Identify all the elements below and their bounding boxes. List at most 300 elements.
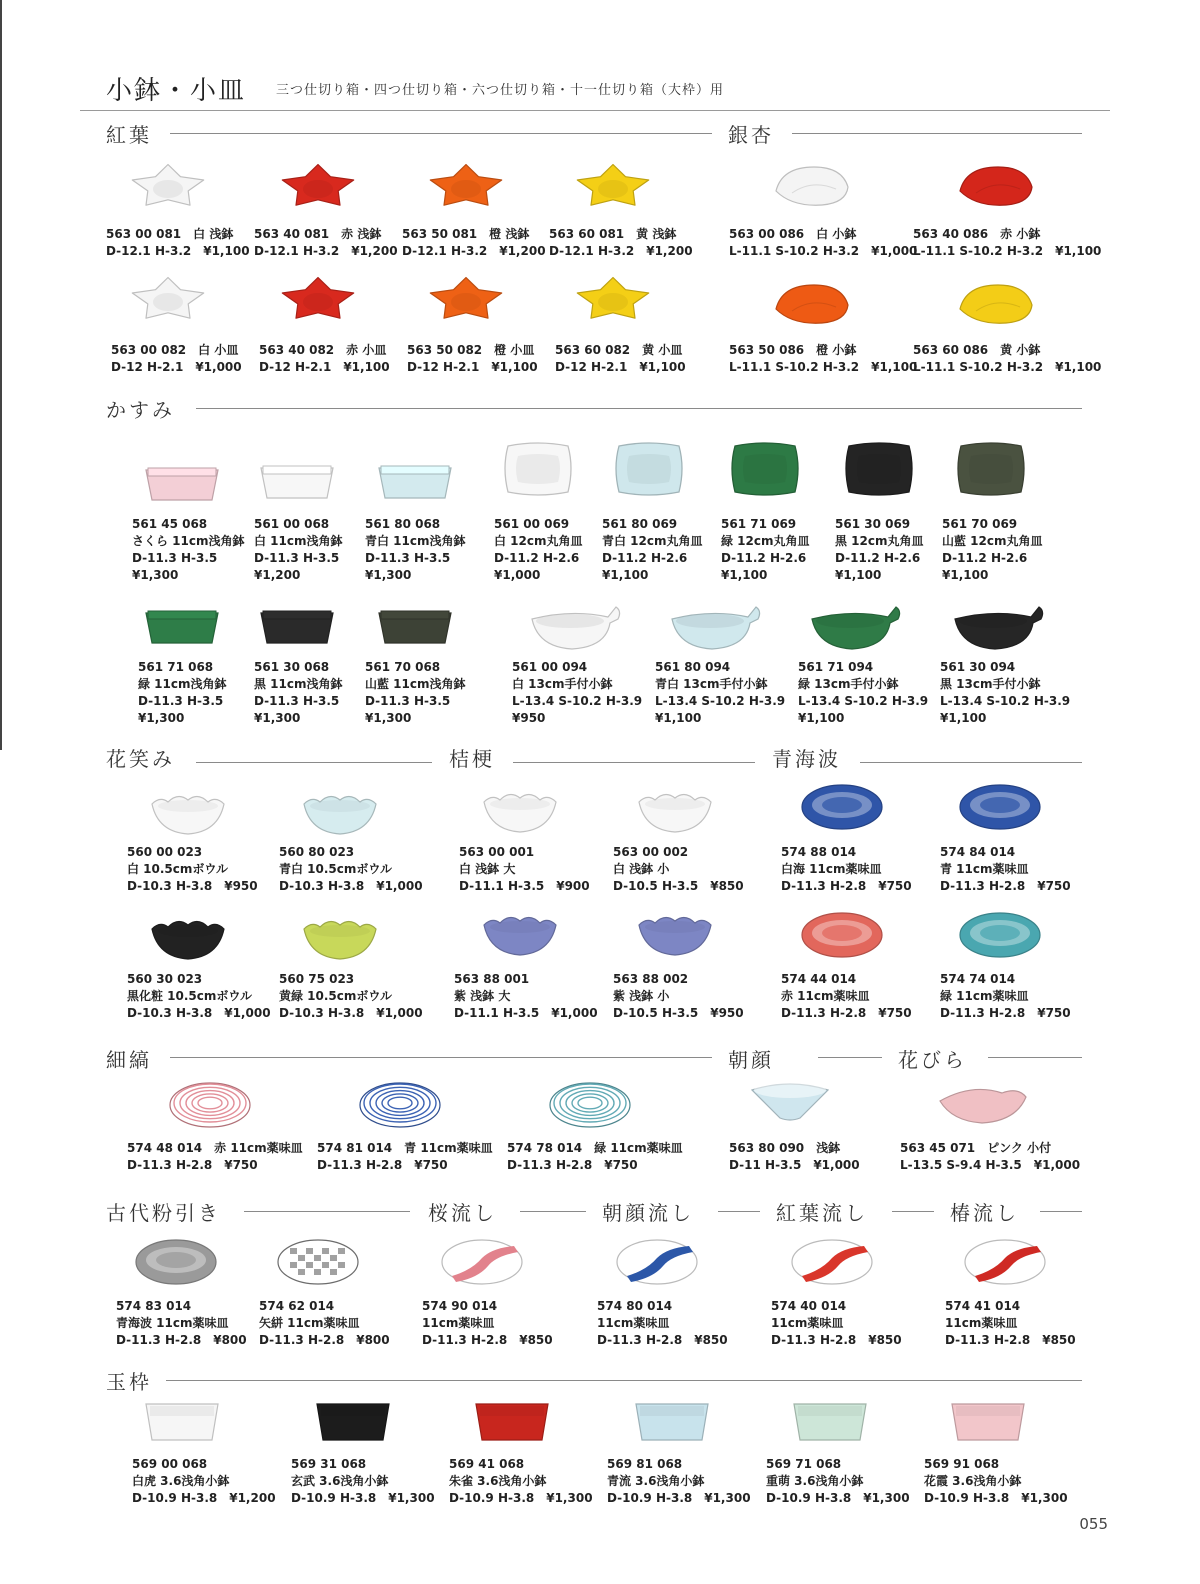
product-code: 561 00 069 — [494, 517, 570, 531]
section-divider — [818, 1057, 882, 1058]
product-caption — [766, 1456, 910, 1507]
product-code: 574 40 014 — [771, 1299, 847, 1313]
product-caption — [422, 1298, 553, 1349]
product-spec: ¥1,100 — [721, 568, 768, 582]
product-caption — [613, 971, 744, 1022]
product-spec: 白 浅鉢 小 — [613, 862, 670, 876]
product-image — [950, 903, 1050, 971]
product-caption — [942, 516, 1043, 584]
section-title-tamawaku: 玉枠 — [106, 1370, 152, 1394]
product-image — [599, 436, 699, 504]
product-spec: 山藍 11cm浅角鉢 — [365, 677, 466, 691]
product-code: 561 70 068 — [365, 660, 441, 674]
product-image — [488, 436, 588, 504]
product-spec: ¥1,100 — [602, 568, 649, 582]
product-spec: 黒 11cm浅角鉢 — [254, 677, 343, 691]
page-number: 055 — [1079, 1515, 1108, 1533]
product-caption — [279, 844, 423, 895]
product-code: 574 81 014 青 11cm薬味皿 — [317, 1141, 493, 1155]
product-spec: 11cm薬味皿 — [945, 1316, 1018, 1330]
product-code: 563 00 001 — [459, 845, 535, 859]
product-image — [350, 1073, 450, 1141]
section-title-momiji: 紅葉 — [106, 123, 152, 147]
product-spec: L-13.4 S-10.2 H-3.9 — [798, 694, 929, 708]
section-title-icho: 銀杏 — [728, 123, 774, 147]
product-caption — [127, 844, 258, 895]
product-caption — [259, 342, 390, 376]
product-code: 563 45 071 ピンク 小付 — [900, 1141, 1052, 1155]
product-caption — [494, 516, 583, 584]
product-spec: 青流 3.6浅角小鉢 — [607, 1474, 705, 1488]
product-image — [462, 1388, 562, 1456]
product-code: 560 00 023 — [127, 845, 203, 859]
product-code: 574 80 014 — [597, 1299, 673, 1313]
product-spec: 青白 13cm手付小鉢 — [655, 677, 768, 691]
product-spec: 白海 11cm薬味皿 — [781, 862, 882, 876]
product-spec: D-11.3 H-2.8 ¥750 — [127, 1158, 258, 1172]
product-caption — [613, 844, 744, 895]
product-image — [780, 1388, 880, 1456]
product-code: 574 74 014 — [940, 972, 1016, 986]
product-spec: 赤 11cm薬味皿 — [781, 989, 870, 1003]
product-image — [247, 591, 347, 659]
product-spec: D-12 H-2.1 ¥1,100 — [407, 360, 538, 374]
product-caption — [454, 971, 598, 1022]
product-spec: ¥1,000 — [494, 568, 541, 582]
page-title: 小鉢・小皿 — [106, 76, 247, 106]
product-spec: D-11.2 H-2.6 — [602, 551, 688, 565]
product-spec: 白 11cm浅角鉢 — [254, 534, 343, 548]
product-code: 574 41 014 — [945, 1299, 1021, 1313]
section-title-kikyo: 桔梗 — [449, 747, 495, 771]
product-image — [622, 1388, 722, 1456]
product-spec: D-10.9 H-3.8 ¥1,300 — [766, 1491, 910, 1505]
product-caption — [127, 971, 271, 1022]
page-edge-bar — [0, 0, 2, 750]
product-image — [932, 1073, 1032, 1141]
product-spec: D-11.2 H-2.6 — [835, 551, 921, 565]
product-code: 561 00 068 — [254, 517, 330, 531]
product-spec: L-11.1 S-10.2 H-3.2 ¥1,000 — [729, 244, 918, 258]
product-spec: D-10.9 H-3.8 ¥1,300 — [924, 1491, 1068, 1505]
section-divider — [718, 1211, 760, 1212]
section-divider — [892, 1211, 934, 1212]
product-caption — [729, 226, 917, 260]
section-divider — [1040, 1211, 1082, 1212]
section-title-hososhima: 細縞 — [106, 1048, 152, 1072]
product-spec: D-10.3 H-3.8 ¥950 — [127, 879, 258, 893]
product-spec: 緑 12cm丸角皿 — [721, 534, 810, 548]
product-spec: L-13.4 S-10.2 H-3.9 — [512, 694, 643, 708]
product-code: 569 71 068 — [766, 1457, 842, 1471]
product-caption — [279, 971, 423, 1022]
section-divider — [196, 408, 1082, 409]
product-spec: 青白 10.5cmボウル — [279, 862, 393, 876]
product-image — [365, 591, 465, 659]
product-spec: D-12.1 H-3.2 ¥1,100 — [106, 244, 250, 258]
product-code: 563 40 086 赤 小鉢 — [913, 227, 1041, 241]
product-spec: 青 11cm薬味皿 — [940, 862, 1029, 876]
product-spec: D-10.9 H-3.8 ¥1,300 — [449, 1491, 593, 1505]
product-spec: L-11.1 S-10.2 H-3.2 ¥1,100 — [729, 360, 918, 374]
product-caption — [597, 1298, 728, 1349]
product-caption — [459, 844, 590, 895]
product-spec: L-13.4 S-10.2 H-3.9 — [940, 694, 1071, 708]
product-code: 563 00 082 白 小皿 — [111, 343, 239, 357]
product-code: 563 50 086 橙 小鉢 — [729, 343, 857, 357]
product-spec: ¥1,300 — [132, 568, 179, 582]
product-caption — [549, 226, 693, 260]
product-spec: D-10.3 H-3.8 ¥1,000 — [127, 1006, 271, 1020]
product-image — [946, 153, 1046, 221]
section-title-momijinagashi: 紅葉流し — [776, 1201, 868, 1225]
product-caption — [365, 516, 466, 584]
product-caption — [781, 971, 912, 1022]
product-spec: ¥1,100 — [835, 568, 882, 582]
section-divider — [988, 1057, 1082, 1058]
product-spec: D-10.3 H-3.8 ¥1,000 — [279, 1006, 423, 1020]
product-image — [126, 1230, 226, 1298]
product-spec: 黒 13cm手付小鉢 — [940, 677, 1041, 691]
section-title-sakuranagashi: 桜流し — [428, 1201, 497, 1225]
section-divider — [196, 762, 432, 763]
product-code: 561 30 094 — [940, 660, 1016, 674]
product-image — [563, 153, 663, 221]
section-divider — [860, 762, 1082, 763]
product-caption — [607, 1456, 751, 1507]
product-caption — [940, 659, 1070, 727]
product-caption — [106, 226, 250, 260]
product-spec: 白 10.5cmボウル — [127, 862, 229, 876]
product-spec: D-11.1 H-3.5 ¥1,000 — [454, 1006, 598, 1020]
section-divider — [513, 762, 755, 763]
product-code: 561 80 094 — [655, 660, 731, 674]
product-image — [938, 1388, 1038, 1456]
product-code: 563 50 081 橙 浅鉢 — [402, 227, 530, 241]
product-spec: D-11.3 H-2.8 ¥850 — [945, 1333, 1076, 1347]
product-image — [762, 153, 862, 221]
product-spec: 緑 11cm薬味皿 — [940, 989, 1029, 1003]
product-caption — [555, 342, 686, 376]
product-code: 561 80 069 — [602, 517, 678, 531]
product-image — [941, 436, 1041, 504]
product-caption — [449, 1456, 593, 1507]
product-spec: 黄緑 10.5cmボウル — [279, 989, 393, 1003]
section-divider — [244, 1211, 410, 1212]
product-image — [792, 903, 892, 971]
product-spec: D-11.3 H-2.8 ¥800 — [259, 1333, 390, 1347]
product-caption — [407, 342, 538, 376]
product-spec: 青白 12cm丸角皿 — [602, 534, 703, 548]
product-caption — [721, 516, 810, 584]
product-image — [138, 780, 238, 848]
product-spec: 青白 11cm浅角鉢 — [365, 534, 466, 548]
product-caption — [655, 659, 785, 727]
product-spec: 白虎 3.6浅角小鉢 — [132, 1474, 230, 1488]
product-image — [522, 591, 622, 659]
product-image — [802, 591, 902, 659]
product-caption — [945, 1298, 1076, 1349]
product-caption — [729, 1140, 860, 1174]
product-image — [470, 901, 570, 969]
section-title-tsubakinagashi: 椿流し — [950, 1201, 1019, 1225]
product-caption — [138, 659, 227, 727]
product-image — [118, 266, 218, 334]
product-spec: D-10.9 H-3.8 ¥1,300 — [291, 1491, 435, 1505]
product-image — [118, 153, 218, 221]
product-spec: D-11.3 H-2.8 ¥750 — [781, 879, 912, 893]
product-spec: D-10.9 H-3.8 ¥1,200 — [132, 1491, 276, 1505]
product-spec: ¥1,300 — [138, 711, 185, 725]
section-divider — [792, 133, 1082, 134]
product-spec: D-11.3 H-2.8 ¥800 — [116, 1333, 247, 1347]
product-spec: D-11.3 H-3.5 — [254, 551, 340, 565]
product-spec: 11cm薬味皿 — [422, 1316, 495, 1330]
product-spec: ¥1,100 — [798, 711, 845, 725]
product-spec: D-12.1 H-3.2 ¥1,200 — [254, 244, 398, 258]
product-spec: 白 浅鉢 大 — [459, 862, 516, 876]
product-spec: D-11.3 H-2.8 ¥850 — [422, 1333, 553, 1347]
product-spec: 白 12cm丸角皿 — [494, 534, 583, 548]
product-code: 561 30 068 — [254, 660, 330, 674]
product-caption — [835, 516, 924, 584]
product-spec: ¥1,300 — [365, 568, 412, 582]
product-spec: D-11.3 H-2.8 ¥850 — [597, 1333, 728, 1347]
product-image — [945, 591, 1045, 659]
product-image — [303, 1388, 403, 1456]
product-spec: 重萌 3.6浅角小鉢 — [766, 1474, 864, 1488]
product-caption — [402, 226, 546, 260]
product-image — [540, 1073, 640, 1141]
product-code: 563 60 086 黄 小鉢 — [913, 343, 1041, 357]
product-image — [160, 1073, 260, 1141]
product-caption — [254, 516, 343, 584]
product-spec: 緑 13cm手付小鉢 — [798, 677, 899, 691]
section-title-asagaonagashi: 朝顔流し — [602, 1201, 694, 1225]
product-caption — [365, 659, 466, 727]
product-spec: D-11.3 H-2.8 ¥750 — [781, 1006, 912, 1020]
product-spec: 11cm薬味皿 — [771, 1316, 844, 1330]
product-spec: 紫 浅鉢 大 — [454, 989, 511, 1003]
product-spec: L-13.4 S-10.2 H-3.9 — [655, 694, 786, 708]
product-caption — [913, 226, 1101, 260]
product-spec: ¥1,200 — [254, 568, 301, 582]
product-caption — [940, 844, 1071, 895]
product-spec: D-10.5 H-3.5 ¥950 — [613, 1006, 744, 1020]
product-spec: 山藍 12cm丸角皿 — [942, 534, 1043, 548]
product-code: 574 44 014 — [781, 972, 857, 986]
product-spec: D-11.3 H-3.5 — [365, 551, 451, 565]
product-code: 569 81 068 — [607, 1457, 683, 1471]
product-code: 569 00 068 — [132, 1457, 208, 1471]
product-code: 561 45 068 — [132, 517, 208, 531]
product-image — [247, 446, 347, 514]
product-spec: 緑 11cm浅角鉢 — [138, 677, 227, 691]
product-image — [625, 778, 725, 846]
product-spec: ¥1,300 — [365, 711, 412, 725]
section-title-hanaemi: 花笑み — [106, 747, 175, 771]
product-spec: 矢絣 11cm薬味皿 — [259, 1316, 360, 1330]
product-spec: D-11.3 H-3.5 — [138, 694, 224, 708]
product-code: 560 30 023 — [127, 972, 203, 986]
product-caption — [291, 1456, 435, 1507]
section-divider — [170, 1057, 712, 1058]
product-spec: 花霞 3.6浅角小鉢 — [924, 1474, 1022, 1488]
product-spec: D-11.2 H-2.6 — [494, 551, 580, 565]
product-spec: D-11.3 H-2.8 ¥750 — [940, 879, 1071, 893]
product-code: 563 40 081 赤 浅鉢 — [254, 227, 382, 241]
product-spec: D-11.2 H-2.6 — [721, 551, 807, 565]
product-code: 561 00 094 — [512, 660, 588, 674]
product-spec: 紫 浅鉢 小 — [613, 989, 670, 1003]
product-spec: D-12.1 H-3.2 ¥1,200 — [402, 244, 546, 258]
product-code: 574 90 014 — [422, 1299, 498, 1313]
product-spec: ¥950 — [512, 711, 546, 725]
product-image — [268, 1230, 368, 1298]
product-caption — [900, 1140, 1080, 1174]
product-image — [268, 153, 368, 221]
product-caption — [116, 1298, 247, 1349]
product-code: 563 00 081 白 浅鉢 — [106, 227, 234, 241]
product-code: 574 88 014 — [781, 845, 857, 859]
product-spec: D-10.5 H-3.5 ¥850 — [613, 879, 744, 893]
product-spec: ¥1,100 — [655, 711, 702, 725]
product-image — [416, 266, 516, 334]
product-caption — [132, 1456, 276, 1507]
product-spec: D-11.2 H-2.6 — [942, 551, 1028, 565]
product-code: 563 50 082 橙 小皿 — [407, 343, 535, 357]
product-spec: 朱雀 3.6浅角小鉢 — [449, 1474, 547, 1488]
product-image — [365, 446, 465, 514]
product-spec: 黒化粧 10.5cmボウル — [127, 989, 253, 1003]
product-spec: L-11.1 S-10.2 H-3.2 ¥1,100 — [913, 360, 1102, 374]
product-caption — [771, 1298, 902, 1349]
product-spec: 黒 12cm丸角皿 — [835, 534, 924, 548]
product-code: 574 78 014 緑 11cm薬味皿 — [507, 1141, 683, 1155]
title-divider — [80, 110, 1110, 111]
product-spec: ¥1,100 — [942, 568, 989, 582]
section-title-kasumi: かすみ — [106, 398, 175, 422]
product-image — [662, 591, 762, 659]
product-caption — [507, 1140, 683, 1174]
product-spec: L-11.1 S-10.2 H-3.2 ¥1,100 — [913, 244, 1102, 258]
product-image — [416, 153, 516, 221]
product-spec: D-11.3 H-2.8 ¥850 — [771, 1333, 902, 1347]
product-image — [762, 271, 862, 339]
product-code: 569 91 068 — [924, 1457, 1000, 1471]
product-image — [290, 780, 390, 848]
product-spec: D-10.3 H-3.8 ¥1,000 — [279, 879, 423, 893]
product-spec: D-11.3 H-3.5 — [365, 694, 451, 708]
product-image — [563, 266, 663, 334]
product-image — [607, 1230, 707, 1298]
product-code: 563 60 081 黄 浅鉢 — [549, 227, 677, 241]
product-code: 563 80 090 浅鉢 — [729, 1141, 841, 1155]
product-spec: 青海波 11cm薬味皿 — [116, 1316, 229, 1330]
product-code: 561 71 069 — [721, 517, 797, 531]
product-image — [290, 905, 390, 973]
product-code: 561 30 069 — [835, 517, 911, 531]
product-caption — [924, 1456, 1068, 1507]
product-spec: D-11.3 H-3.5 — [132, 551, 218, 565]
product-code: 574 48 014 赤 11cm薬味皿 — [127, 1141, 303, 1155]
product-image — [740, 1068, 840, 1136]
product-image — [268, 266, 368, 334]
product-caption — [798, 659, 928, 727]
product-image — [782, 1230, 882, 1298]
product-code: 563 40 082 赤 小皿 — [259, 343, 387, 357]
product-code: 569 41 068 — [449, 1457, 525, 1471]
product-spec: ¥1,300 — [254, 711, 301, 725]
product-code: 574 84 014 — [940, 845, 1016, 859]
product-spec: D-11.3 H-3.5 — [254, 694, 340, 708]
product-caption — [940, 971, 1071, 1022]
section-divider — [520, 1211, 586, 1212]
product-image — [955, 1230, 1055, 1298]
product-spec: 玄武 3.6浅角小鉢 — [291, 1474, 389, 1488]
product-image — [715, 436, 815, 504]
product-image — [138, 905, 238, 973]
product-spec: L-13.5 S-9.4 H-3.5 ¥1,000 — [900, 1158, 1081, 1172]
product-spec: D-11.3 H-2.8 ¥750 — [317, 1158, 448, 1172]
product-image — [625, 901, 725, 969]
product-spec: D-12 H-2.1 ¥1,100 — [555, 360, 686, 374]
product-code: 561 71 094 — [798, 660, 874, 674]
page-subtitle: 三つ仕切り箱・四つ仕切り箱・六つ仕切り箱・十一仕切り箱（大枠）用 — [276, 83, 725, 98]
product-code: 561 70 069 — [942, 517, 1018, 531]
product-code: 574 62 014 — [259, 1299, 335, 1313]
product-spec: D-11.3 H-2.8 ¥750 — [940, 1006, 1071, 1020]
product-image — [829, 436, 929, 504]
product-caption — [254, 226, 398, 260]
section-title-seigaiha: 青海波 — [772, 747, 841, 771]
product-code: 560 75 023 — [279, 972, 355, 986]
product-spec: D-11.1 H-3.5 ¥900 — [459, 879, 590, 893]
product-caption — [132, 516, 245, 584]
product-spec: 11cm薬味皿 — [597, 1316, 670, 1330]
product-caption — [602, 516, 703, 584]
product-caption — [317, 1140, 493, 1174]
product-spec: D-11 H-3.5 ¥1,000 — [729, 1158, 860, 1172]
product-image — [792, 775, 892, 843]
product-code: 560 80 023 — [279, 845, 355, 859]
section-title-hanabira: 花びら — [898, 1048, 967, 1072]
product-spec: D-12 H-2.1 ¥1,100 — [259, 360, 390, 374]
product-image — [946, 271, 1046, 339]
product-spec: さくら 11cm浅角鉢 — [132, 534, 245, 548]
product-spec: D-12 H-2.1 ¥1,000 — [111, 360, 242, 374]
product-code: 563 60 082 黄 小皿 — [555, 343, 683, 357]
product-code: 563 00 002 — [613, 845, 689, 859]
product-code: 563 00 086 白 小鉢 — [729, 227, 857, 241]
section-divider — [170, 133, 712, 134]
product-code: 574 83 014 — [116, 1299, 192, 1313]
section-title-kodaikohiki: 古代粉引き — [106, 1201, 221, 1225]
product-spec: D-10.9 H-3.8 ¥1,300 — [607, 1491, 751, 1505]
product-code: 563 88 002 — [613, 972, 689, 986]
product-caption — [127, 1140, 303, 1174]
product-spec: ¥1,100 — [940, 711, 987, 725]
product-image — [132, 448, 232, 516]
product-caption — [259, 1298, 390, 1349]
product-caption — [729, 342, 917, 376]
product-caption — [111, 342, 242, 376]
product-spec: D-12.1 H-3.2 ¥1,200 — [549, 244, 693, 258]
product-code: 563 88 001 — [454, 972, 530, 986]
product-image — [950, 775, 1050, 843]
product-caption — [781, 844, 912, 895]
product-image — [470, 778, 570, 846]
